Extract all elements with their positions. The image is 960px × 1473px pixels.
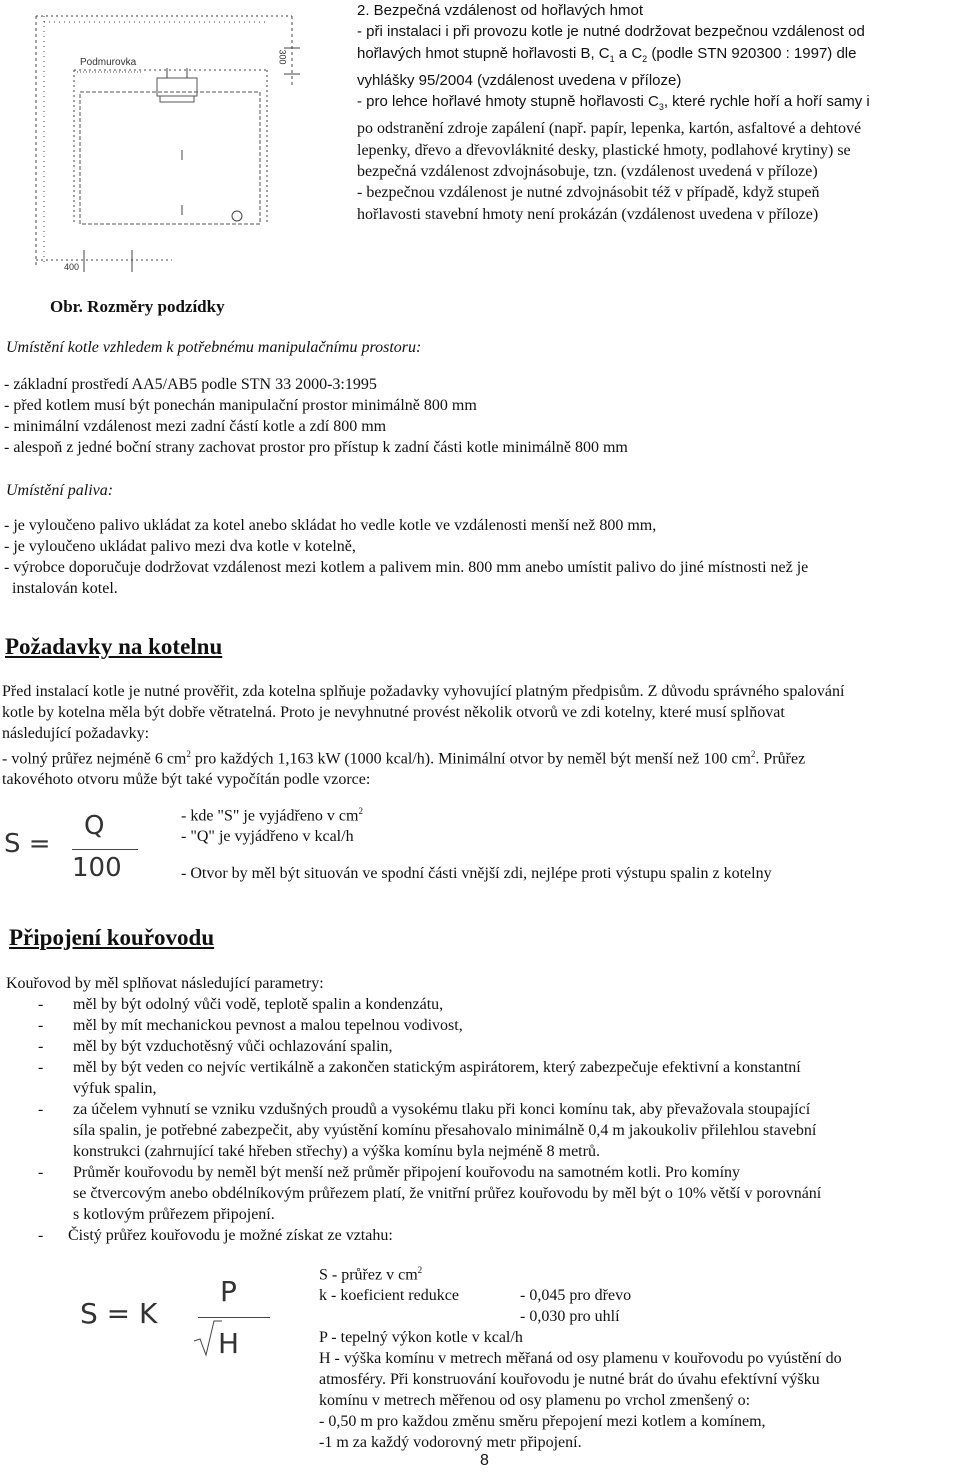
text-fragment: - pro lehce hořlavé hmoty stupně hořlavosti C — [357, 93, 659, 111]
legend-line: atmosféry. Při konstruování kouřovodu je nutné brát do úvahu efektívní výšku — [319, 1371, 820, 1389]
text-line: lepenky, dřevo a dřevovláknité desky, plastické hmoty, podlahové krytiny) se — [357, 141, 851, 159]
list-item: - základní prostředí AA5/AB5 podle STN 33 2000-3:1995 — [4, 376, 377, 393]
paragraph-line: takovéhoto otvoru může být také vypočítán podle vzorce: — [2, 771, 371, 789]
list-item — [38, 1036, 958, 1057]
figure-caption-text: Rozměry podzídky — [87, 297, 225, 316]
text-fragment: (podle STN 920300 : 1997) dle — [647, 44, 857, 62]
formula-lhs: S = K — [80, 1297, 158, 1330]
superscript: 2 — [750, 749, 756, 759]
formula-lhs: S = — [4, 829, 51, 859]
figure-dim-bottom: 400 — [64, 262, 80, 272]
list-item: - výrobce doporučuje dodržovat vzdálenost mezi kotlem a palivem min. 800 mm anebo umístit palivo do jiné místnosti než je — [4, 559, 809, 576]
fuel-list — [4, 515, 808, 599]
text-fragment: - 0,045 pro dřevo — [520, 1287, 632, 1305]
legend-line — [319, 1260, 842, 1285]
substructure-figure — [22, 10, 322, 280]
text-line: vyhlášky 95/2004 (vzdálenost uvedena v příloze) — [357, 71, 682, 89]
list-item: - minimální vzdálenost mezi zadní částí kotle a zdí 800 mm — [4, 418, 387, 435]
note-line — [181, 801, 363, 826]
text-fragment: - volný průřez nejméně 6 cm — [2, 750, 187, 768]
fuel-heading: Umístění paliva: — [6, 482, 114, 499]
text-fragment: hořlavých hmot stupně hořlavosti B, C — [357, 44, 610, 62]
text-fragment: S - průřez v cm — [319, 1266, 418, 1284]
section-title: 2. Bezpečná vzdálenost od hořlavých hmot — [357, 2, 644, 19]
dash-marker: - — [38, 1164, 44, 1181]
text-line: - bezpečnou vzdálenost je nutné zdvojnásobit též v případě, když stupeň — [357, 184, 820, 202]
text-fragment: . Průřez — [755, 750, 806, 768]
paragraph-line — [2, 744, 844, 769]
subscript: 3 — [658, 102, 664, 113]
list-item: - před kotlem musí být ponechán manipulační prostor minimálně 800 mm — [4, 397, 477, 414]
list-item: - je vyloučeno palivo ukládat za kotel anebo skládat ho vedle kotle ve vzdálenosti menší než 800 mm, — [4, 517, 657, 534]
paragraph-line: následující požadavky: — [2, 725, 150, 742]
figure-caption — [50, 296, 225, 317]
legend-line — [319, 1285, 842, 1306]
text-fragment: k - koeficient redukce — [319, 1287, 459, 1305]
fraction-bar — [198, 1317, 270, 1318]
formula-denominator: H — [218, 1327, 240, 1360]
list-item — [38, 1225, 958, 1246]
placement-heading: Umístění kotle vzhledem k potřebnému manipulačnímu prostoru: — [6, 339, 422, 356]
list-item — [38, 1162, 958, 1225]
legend-line: - 0,50 m pro každou změnu směru přepojení mezi kotlem a komínem, — [319, 1413, 766, 1431]
figure-dim-top: 300 — [277, 49, 288, 65]
list-item-line: měl by být veden co nejvíc vertikálně a zakončen statickým aspirátorem, který zabezpečuje efektivní a konstantní — [73, 1059, 801, 1076]
figure-label-podmurovka: Podmurovka — [80, 57, 137, 68]
text-fragment: pro každých 1,163 kW (1000 kcal/h). Minimální otvor by neměl být menší než 100 cm — [190, 750, 751, 768]
boiler-room-heading: Požadavky na kotelnu — [5, 634, 223, 659]
list-item-line: za účelem vyhnutí se vzniku vzdušných proudů a vysokému tlaku při konci komínu tak, aby převažovala stoupající — [73, 1101, 811, 1118]
list-item-line: měl by být odolný vůči vodě, teplotě spalin a kondenzátu, — [73, 996, 444, 1013]
text-line — [357, 91, 870, 118]
list-item-line: síla spalin, je potřebné zabezpečit, aby vyústění komínu přesahovalo minimálně 0,4 m jakoukoliv přilehlou stavební — [73, 1122, 817, 1139]
legend-line: P - tepelný výkon kotle v kcal/h — [319, 1329, 523, 1347]
list-item-line: s kotlovým průřezem připojení. — [73, 1206, 275, 1223]
legend-line: -1 m za každý vodorovný metr připojení. — [319, 1434, 582, 1452]
text-fragment: - kde "S" je vyjádřeno v cm — [181, 807, 359, 825]
list-item — [38, 1015, 958, 1036]
figure-caption-prefix: Obr. — [50, 297, 83, 316]
list-item — [38, 1099, 958, 1162]
superscript: 2 — [186, 749, 191, 759]
text-fragment: a C — [614, 44, 643, 62]
flue-heading: Připojení kouřovodu — [9, 925, 215, 950]
list-item-line: konstrukci (zahrnující také hřeben střechy) a výška komínu byla nejméně 8 metrů. — [73, 1143, 600, 1160]
dash-marker: - — [38, 996, 44, 1013]
text-fragment: , které rychle hoří a hoří samy i — [663, 93, 870, 111]
formula-denominator: 100 — [72, 853, 122, 883]
dash-marker: - — [38, 1101, 44, 1118]
superscript: 2 — [417, 1265, 423, 1275]
list-item-line: měl by mít mechanickou pevnost a malou tepelnou vodivost, — [73, 1017, 463, 1034]
text-line — [357, 43, 870, 70]
text-line: - při instalaci i při provozu kotle je nutné dodržovat bezpečnou vzdálenost od — [357, 23, 865, 41]
vent-location-note: - Otvor by měl být situován ve spodní části vnější zdi, nejlépe proti výstupu spalin z kotelny — [181, 865, 772, 882]
boiler-room-text — [2, 681, 844, 790]
list-item — [38, 994, 958, 1015]
formula-numerator: P — [220, 1275, 237, 1308]
list-item: - je vyloučeno ukládat palivo mezi dva kotle v kotelně, — [4, 538, 356, 555]
flue-formula — [80, 1275, 280, 1375]
subscript: 2 — [642, 53, 648, 64]
dash-marker: - — [38, 1227, 44, 1244]
vent-formula-notes — [181, 801, 363, 847]
subscript: 1 — [609, 53, 615, 64]
text-line: bezpečná vzdálenost zdvojnásobuje, tzn. (vzdálenost uvedená v příloze) — [357, 163, 818, 181]
superscript: 2 — [358, 806, 363, 816]
text-fragment: - 0,030 pro uhlí — [520, 1308, 620, 1326]
flue-intro: Kouřovod by měl splňovat následující parametry: — [6, 975, 324, 992]
vent-formula — [4, 805, 154, 885]
text-line: po odstranění zdroje zapálení (např. papír, lepenka, kartón, asfaltové a dehtové — [357, 120, 862, 138]
paragraph-line: kotle by kotelna měla být dobře větratelná. Proto je nevyhnutné provést několik otvorů ve zdi kotelny, které musí splňovat — [2, 704, 785, 721]
list-item — [38, 1057, 958, 1099]
list-item: instalován kotel. — [4, 580, 118, 597]
text-line: hořlavosti stavební hmoty není prokázán (vzdálenost uvedena v příloze) — [357, 205, 819, 223]
list-item-line: Průměr kouřovodu by neměl být menší než průměr připojení kouřovodu na samotném kotli. Pro komíny — [73, 1164, 741, 1181]
flue-list — [38, 994, 958, 1246]
safe-distance-section — [357, 0, 870, 225]
dash-marker: - — [38, 1038, 44, 1055]
fraction-bar — [72, 849, 138, 850]
paragraph-line: Před instalací kotle je nutné prověřit, zda kotelna splňuje požadavky vyhovující platným předpisům. Z důvodu správného spalování — [2, 683, 845, 700]
list-item-line: výfuk spalin, — [73, 1080, 157, 1097]
dash-marker: - — [38, 1017, 44, 1034]
legend-line — [319, 1306, 842, 1327]
placement-list — [4, 374, 628, 458]
list-item-line: měl by být vzduchotěsný vůči ochlazování spalin, — [73, 1038, 393, 1055]
page-number: 8 — [480, 1452, 489, 1469]
flue-formula-legend — [319, 1260, 842, 1453]
legend-line: H - výška komínu v metrech měřaná od osy plamenu v kouřovodu po vyústění do — [319, 1350, 842, 1368]
list-item-line: Čistý průřez kouřovodu je možné získat ze vztahu: — [68, 1227, 393, 1244]
dash-marker: - — [38, 1059, 44, 1076]
note-line: - "Q" je vyjádřeno v kcal/h — [181, 828, 354, 846]
legend-line: komínu v metrech měřenou od osy plamenu po vrchol zmenšený o: — [319, 1392, 751, 1410]
formula-numerator: Q — [84, 811, 105, 841]
list-item: - alespoň z jedné boční strany zachovat prostor pro přístup k zadní části kotle minimálně 800 mm — [4, 439, 628, 456]
list-item-line: se čtvercovým anebo obdélníkovým průřezem platí, že vnitřní průřez kouřovodu by měl být o 10% větší v porovnání — [73, 1185, 822, 1202]
